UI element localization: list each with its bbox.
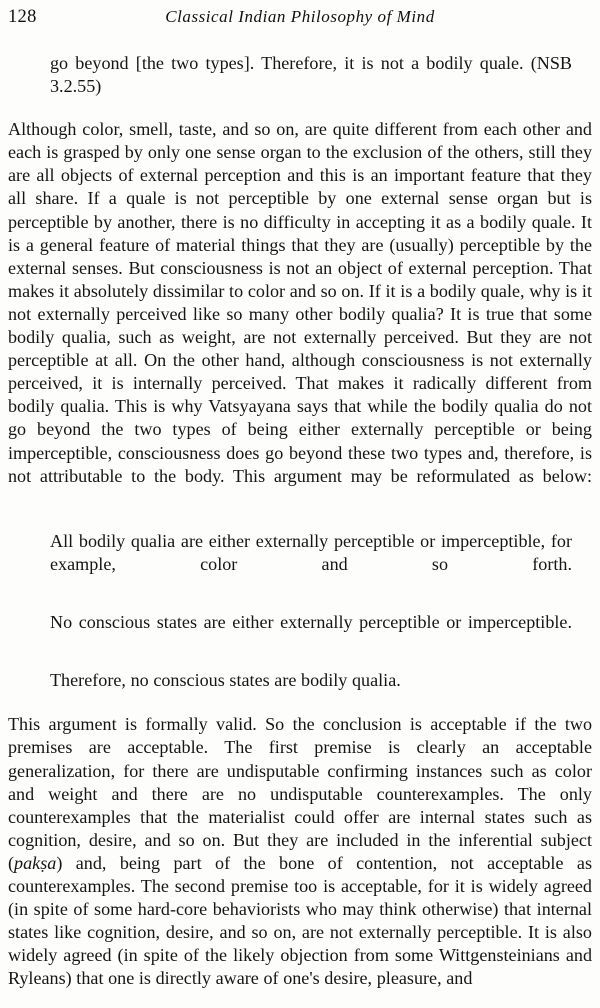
page-number: 128 [8,7,37,27]
premise-one: All bodily qualia are either externally perceptible or imperceptible, for example, color and so forth. [50,530,572,574]
spacer [8,98,592,118]
page-body [8,52,592,990]
conclusion: Therefore, no conscious states are bodily qualia. [50,670,401,691]
spacer [8,511,592,530]
spacer [50,599,572,611]
opening-blockquote [50,52,572,98]
blockquote-text: go beyond [the two types]. Therefore, it is not a bodily quale. (NSB 3.2.55) [50,53,572,97]
spacer [50,657,572,669]
premise-two: No conscious states are either externally perceptible or imperceptible. [50,612,572,633]
running-header [8,6,592,28]
paragraph-two-part-two: ) and, being part of the bone of contention, not acceptable as counterexamples. The second premise too is acceptable, for it is widely agreed (in spite of some hard-core behaviorists who may think otherwise) that internal states like cognition, desire, and so on, are not externally perceptible. It is also widely agreed (in spite of the likely objection from some Wittgensteinians and Ryleans) that one is directly aware of one's desire, pleasure, and [8,852,592,989]
paragraph-two [8,713,592,990]
sanskrit-term-paksa: pakṣa [14,852,57,873]
paragraph-one: Although color, smell, taste, and so on, are quite different from each other and each is grasped by only one sense organ to the exclusion of the others, still they are all objects of external perception and this is an important feature that they all share. If a quale is not perceptible by one external sense organ but is perceptible by another, there is no difficulty in accepting it as a bodily quale. It is a general feature of material things that they are (usually) perceptible by the external senses. But consciousness is not an object of external perception. That makes it absolutely dissimilar to color and so on. If it is a bodily quale, why is it not externally perceived like so many other bodily qualia? It is true that some bodily qualia, such as weight, are not externally perceived. But they are not perceptible at all. On the other hand, although consciousness is not externally perceived, it is internally perceived. That makes it radically different from bodily qualia. This is why Vatsyayana says that while the bodily qualia do not go beyond the two types of being either externally perceptible or being imperceptible, consciousness does go beyond these two types and, therefore, is not attributable to the body. This argument may be reformulated as below: [8,119,592,486]
paragraph-two-part-one: This argument is formally valid. So the conclusion is acceptable if the two premises are acceptable. The first premise is clearly an acceptable generalization, for there are undisputable confirming instances such as color and weight and there are no undisputable counterexamples. The only counterexamples that the materialist could offer are internal states such as cognition, desire, and so on. But they are included in the inferential subject ( [8,714,592,873]
running-head-title: Classical Indian Philosophy of Mind [165,7,435,26]
spacer [8,692,592,713]
argument-block [50,530,572,693]
